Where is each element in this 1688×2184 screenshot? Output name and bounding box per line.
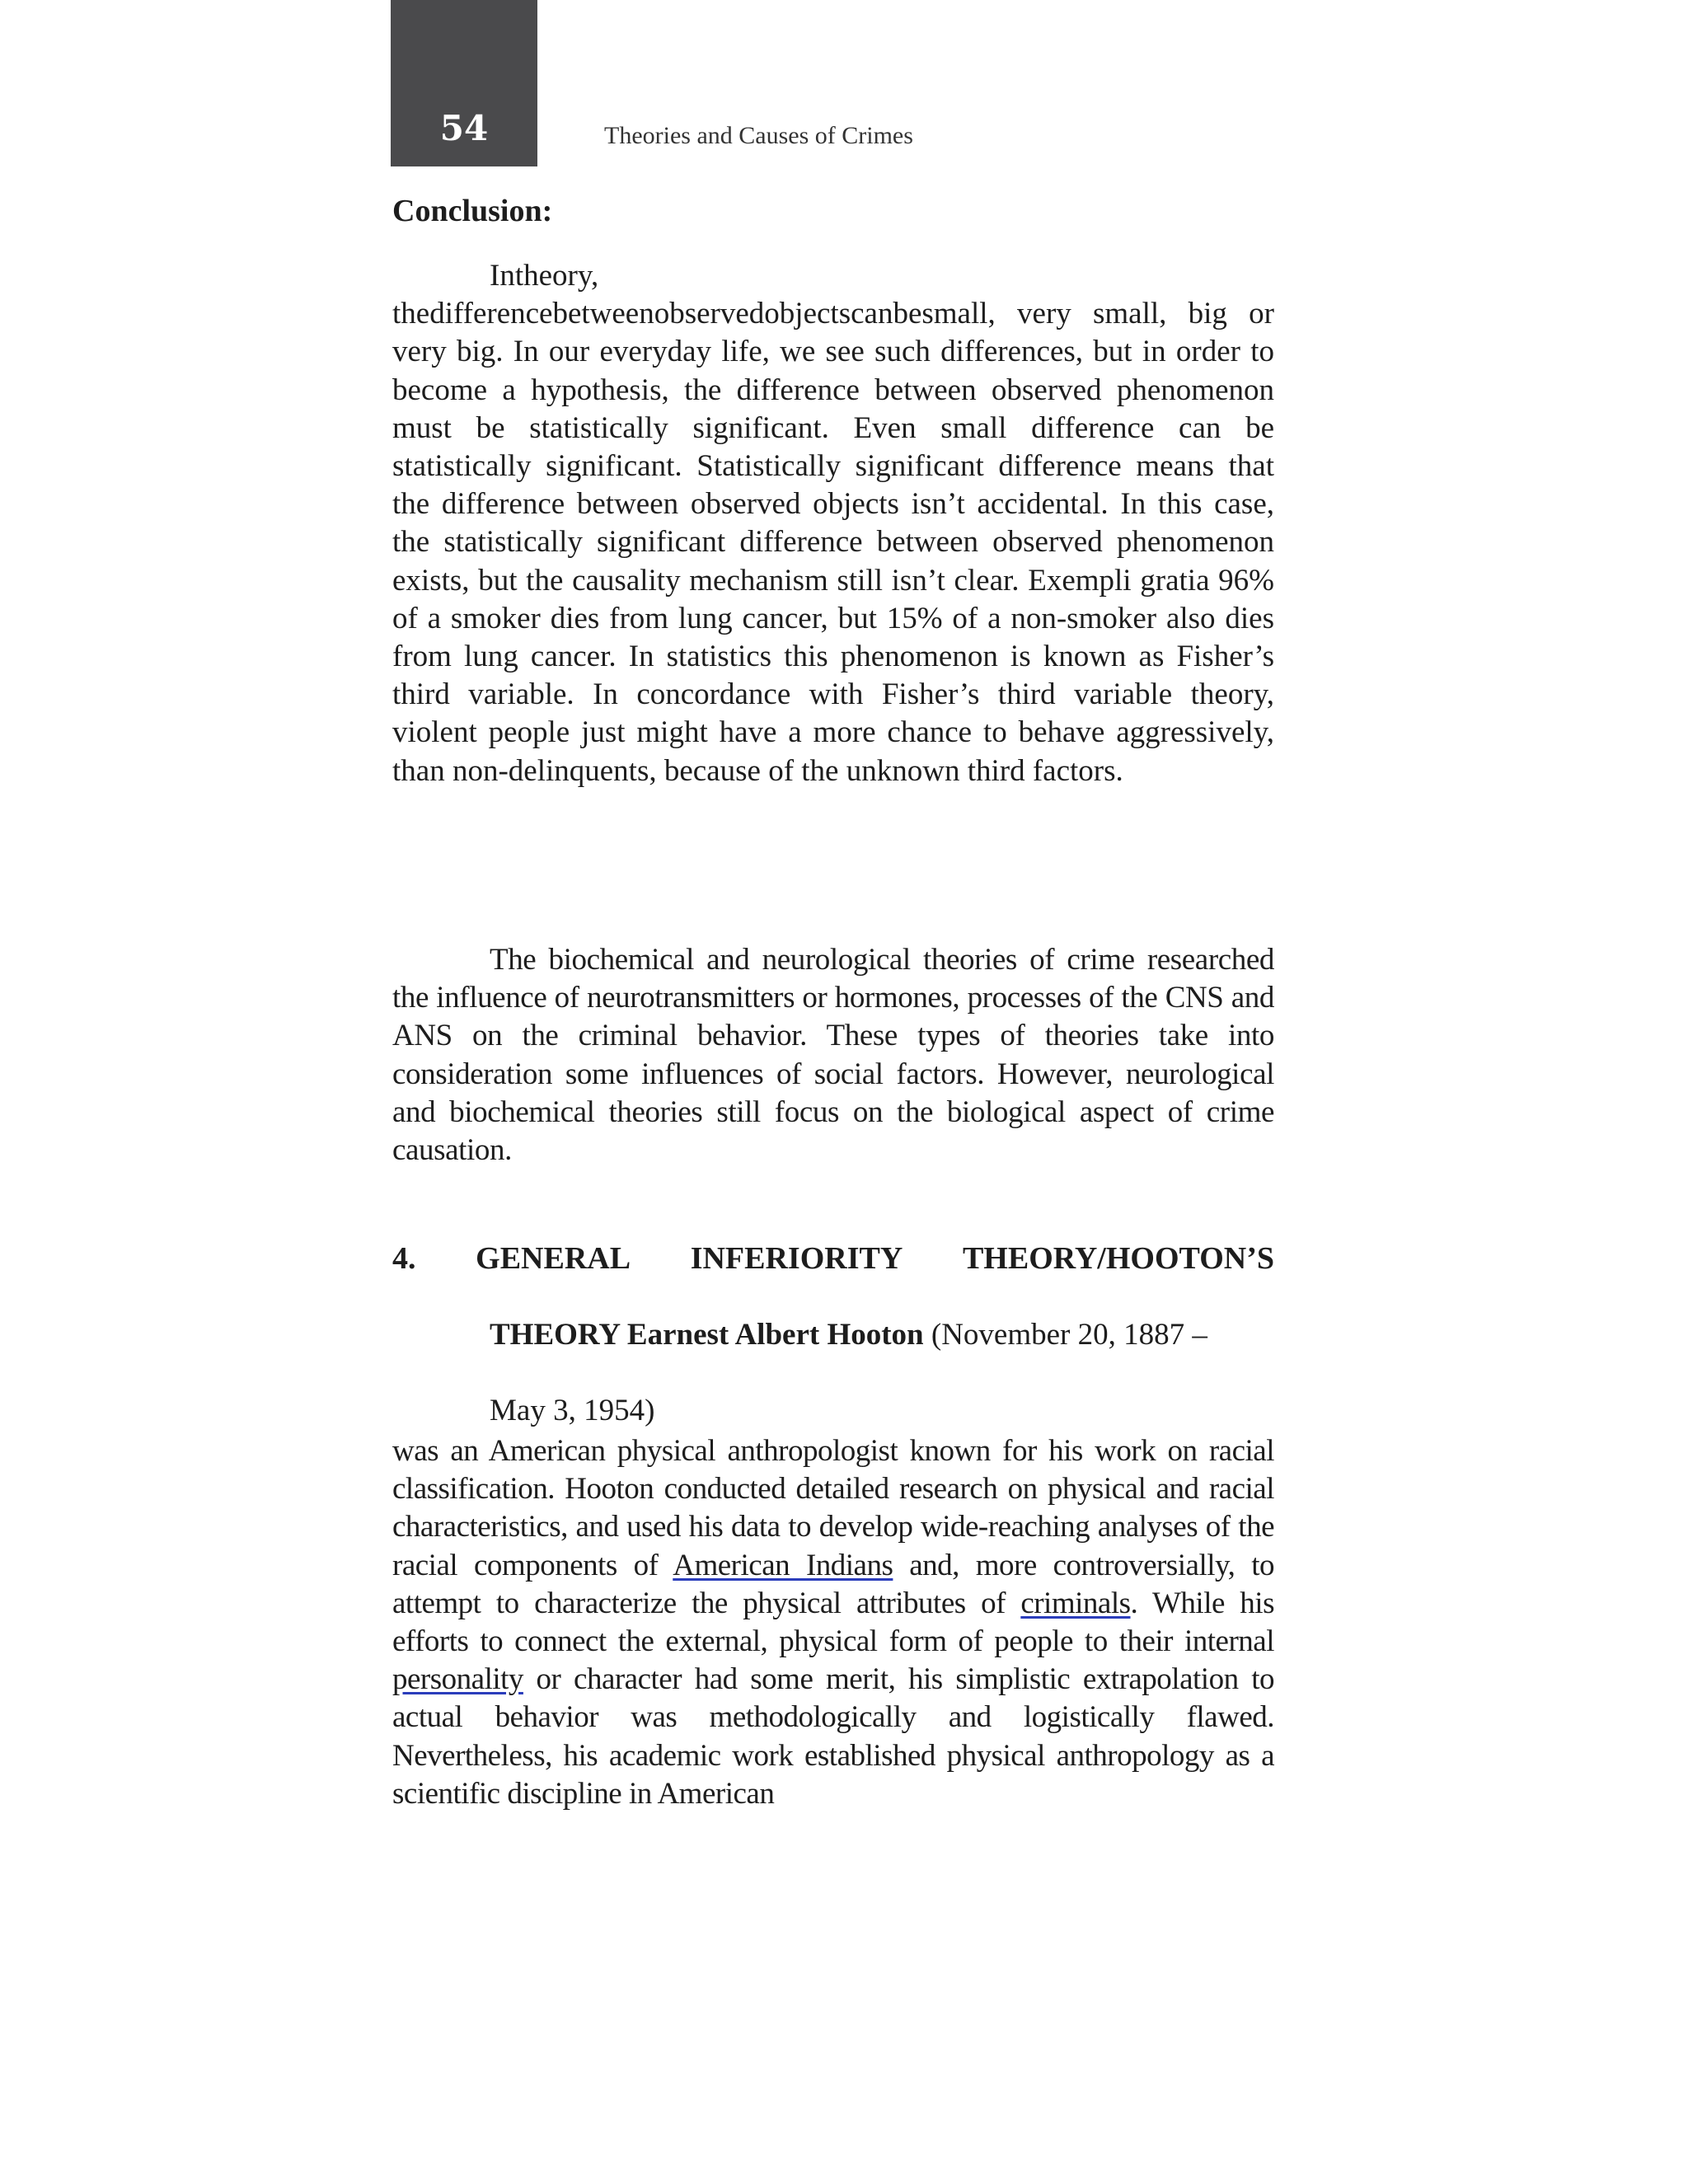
conclusion-heading: Conclusion: xyxy=(392,194,553,228)
paragraph-first-word: Intheory, xyxy=(490,259,599,293)
section-number: 4. xyxy=(392,1241,416,1276)
conclusion-paragraph-1 xyxy=(392,257,1274,790)
section-heading-word: GENERAL xyxy=(476,1241,631,1276)
american-indians-link[interactable]: American Indians xyxy=(673,1548,893,1582)
section-heading-word: THEORY/HOOTON’S xyxy=(962,1241,1274,1276)
hooton-paragraph xyxy=(392,1432,1274,1813)
running-header-title: Theories and Causes of Crimes xyxy=(604,122,913,149)
paragraph-text: or character had some merit, his simplistic extrapolation to actual behavior was methodologically and logistically flawed. Nevertheless, his academic work established physical anthropology as a scientific discipline in American xyxy=(392,1662,1274,1811)
section-4-heading xyxy=(392,1240,1274,1277)
subheading-bold-text: THEORY Earnest Albert Hooton xyxy=(490,1318,924,1352)
conclusion-paragraph-2: The biochemical and neurological theories of crime researched the influence of neurotransmitters or hormones, processes of the CNS and ANS on the criminal behavior. These types of theories take into consideration some influences of social factors. However, neurological and biochemical theories still focus on the biological aspect of crime causation. xyxy=(392,943,1274,1168)
section-heading-word: INFERIORITY xyxy=(690,1241,903,1276)
subheading-dates: (November 20, 1887 – xyxy=(923,1318,1207,1352)
page-number-tab xyxy=(391,0,537,166)
paragraph-body-text: thedifferencebetweenobservedobjectscanbesmall, very small, big or very big. In our everyday life, we see such differences, but in order to become a hypothesis, the difference between observed phenomenon must be statistically significant. Even small difference can be statistically significant. Statistically significant difference means that the difference between observed objects isn’t accidental. In this case, the statistically significant difference between observed phenomenon exists, but the causality mechanism still isn’t clear. Exempli gratia 96% of a smoker dies from lung cancer, but 15% of a non-smoker also dies from lung cancer. In statistics this phenomenon is known as Fisher’s third variable. In concordance with Fisher’s third variable theory, violent people just might have a more chance to behave aggressively, than non-delinquents, because of the unknown third factors. xyxy=(392,297,1274,788)
personality-link[interactable]: personality xyxy=(392,1662,523,1697)
section-date-line: May 3, 1954) xyxy=(490,1394,655,1427)
paragraph-text: was an American physical anthropologist known for his work on racial classification. Hooton conducted detailed research on physical and racial characteristics, and used his data to develop wide-reaching analyses of the racial components of xyxy=(392,1434,1274,1582)
paragraph-text: and, more controversially, to attempt to characterize the physical attributes of xyxy=(392,1548,1274,1620)
criminals-link[interactable]: criminals xyxy=(1020,1586,1131,1620)
section-subheading xyxy=(490,1317,1207,1352)
page-number: 54 xyxy=(439,108,489,148)
paragraph-text: . While his efforts to connect the external, physical form of people to their internal xyxy=(392,1586,1274,1659)
